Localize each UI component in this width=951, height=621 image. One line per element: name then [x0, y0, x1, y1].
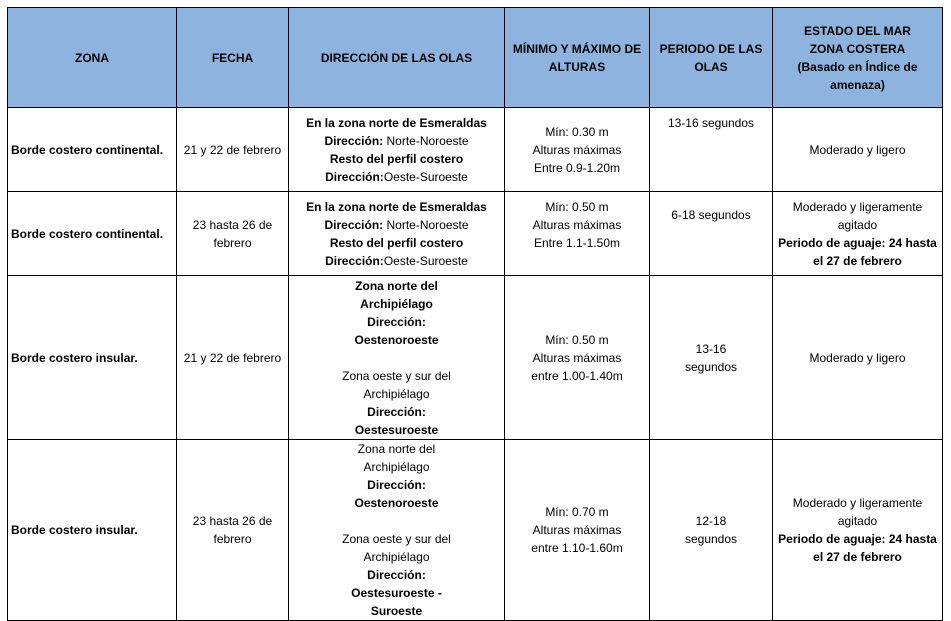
cell-estado	[773, 440, 943, 621]
estado-aguaje: Periodo de aguaje: 24 hasta el 27 de febrero	[778, 532, 937, 564]
dir-line	[292, 168, 501, 186]
alt-min: Mín: 0.50 m	[545, 332, 609, 347]
spacer	[329, 349, 464, 367]
document	[7, 7, 943, 621]
cell-fecha: 23 hasta 26 de febrero	[177, 192, 289, 276]
alt-range: Entre 1.1-1.50m	[533, 236, 621, 250]
header-alturas: MÍNIMO Y MÁXIMO DE ALTURAS	[505, 8, 650, 108]
cell-periodo: 6-18 segundos	[650, 192, 773, 276]
alt-min: Mín: 0.30 m	[545, 124, 609, 139]
dir-direction: Dirección: Oestesuroeste	[354, 404, 439, 437]
wave-forecast-table	[7, 7, 943, 621]
dir-direction: Dirección: Oestesuroeste - Suroeste	[351, 568, 442, 618]
cell-fecha: 21 y 22 de febrero	[177, 276, 289, 440]
dir-value: Oeste-Suroeste	[383, 253, 468, 268]
dir-title: Zona norte del Archipiélago	[355, 278, 438, 311]
dir-title: Resto del perfil costero	[329, 235, 464, 250]
cell-alturas	[505, 276, 650, 440]
cell-zona: Borde costero insular.	[8, 440, 177, 621]
dir-line	[292, 132, 501, 150]
dir-direction: Dirección: Oestenoroeste	[354, 314, 439, 347]
cell-direccion	[289, 440, 505, 621]
alt-min: Mín: 0.70 m	[545, 505, 609, 519]
estado-text: Moderado y ligeramente agitado	[792, 199, 923, 232]
dir-line	[292, 216, 501, 234]
dir-label: Dirección:	[324, 133, 384, 148]
dir-title: En la zona norte de Esmeraldas	[306, 199, 487, 214]
header-direccion: DIRECCIÓN DE LAS OLAS	[289, 8, 505, 108]
dir-label: Dirección:	[325, 253, 384, 268]
dir-value: Norte-Noroeste	[383, 217, 469, 232]
cell-direccion	[289, 108, 505, 192]
header-estado-line1: ESTADO DEL MAR	[804, 23, 911, 38]
cell-periodo: 12-18 segundos	[650, 440, 773, 621]
cell-zona: Borde costero continental.	[8, 108, 177, 192]
alt-min: Mín: 0.50 m	[545, 200, 609, 214]
table-row	[8, 192, 943, 276]
table-row	[8, 108, 943, 192]
estado-text: Moderado y ligeramente agitado	[792, 496, 923, 528]
dir-title: Zona norte del Archipiélago	[357, 442, 436, 474]
cell-fecha: 21 y 22 de febrero	[177, 108, 289, 192]
dir-title: Zona oeste y sur del Archipiélago	[342, 532, 451, 564]
table-row	[8, 440, 943, 621]
dir-label: Dirección:	[324, 217, 384, 232]
alt-range: entre 1.10-1.60m	[531, 541, 623, 555]
cell-periodo: 13-16 segundos	[650, 108, 773, 192]
estado-aguaje: Periodo de aguaje: 24 hasta el 27 de febrero	[778, 235, 937, 268]
cell-periodo: 13-16 segundos	[650, 276, 773, 440]
header-row	[8, 8, 943, 108]
cell-zona: Borde costero insular.	[8, 276, 177, 440]
dir-value: Oeste-Suroeste	[383, 169, 468, 184]
spacer	[329, 512, 464, 530]
header-fecha: FECHA	[177, 8, 289, 108]
dir-title: En la zona norte de Esmeraldas	[306, 115, 487, 130]
dir-title: Zona oeste y sur del Archipiélago	[342, 368, 451, 401]
dir-direction: Dirección: Oestenoroeste	[354, 478, 439, 510]
cell-alturas	[505, 192, 650, 276]
cell-estado: Moderado y ligero	[773, 108, 943, 192]
header-zona: ZONA	[8, 8, 177, 108]
dir-value: Norte-Noroeste	[383, 133, 469, 148]
cell-zona: Borde costero continental.	[8, 192, 177, 276]
cell-alturas	[505, 108, 650, 192]
header-periodo: PERIODO DE LAS OLAS	[650, 8, 773, 108]
header-estado	[773, 8, 943, 108]
alt-label: Alturas máximas	[532, 350, 622, 365]
dir-line	[292, 252, 501, 270]
header-estado-line2: ZONA COSTERA	[809, 41, 906, 56]
dir-label: Dirección:	[325, 169, 384, 184]
table-row	[8, 276, 943, 440]
alt-range: entre 1.00-1.40m	[531, 368, 623, 383]
header-estado-line3: (Basado en Índice de amenaza)	[797, 59, 918, 92]
cell-estado	[773, 192, 943, 276]
alt-range: Entre 0.9-1.20m	[533, 160, 621, 175]
dir-title: Resto del perfil costero	[329, 151, 464, 166]
alt-label: Alturas máximas	[532, 142, 622, 157]
alt-label: Alturas máximas	[532, 523, 622, 537]
alt-label: Alturas máximas	[532, 218, 622, 232]
cell-fecha: 23 hasta 26 de febrero	[177, 440, 289, 621]
cell-direccion	[289, 276, 505, 440]
cell-alturas	[505, 440, 650, 621]
cell-direccion	[289, 192, 505, 276]
cell-estado: Moderado y ligero	[773, 276, 943, 440]
